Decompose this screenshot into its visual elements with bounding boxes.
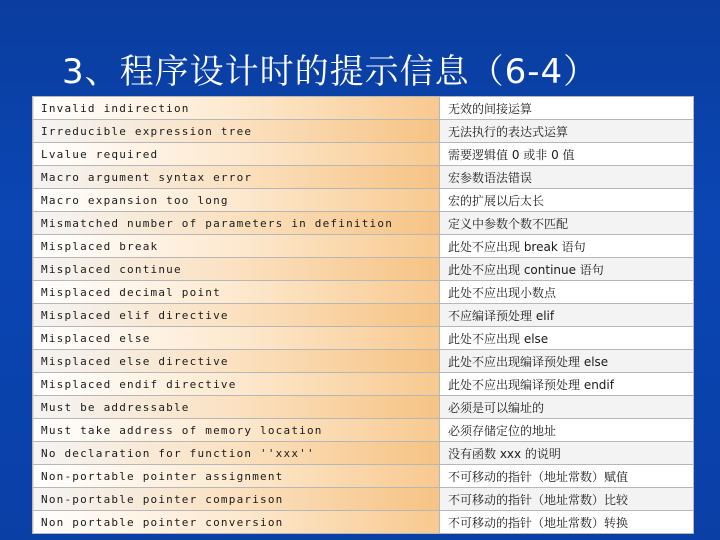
table-row xyxy=(33,281,694,304)
error-message-english: Misplaced decimal point xyxy=(33,281,440,304)
error-message-english: Non-portable pointer assignment xyxy=(33,465,440,488)
error-message-chinese: 此处不应出现编译预处理 else xyxy=(440,350,694,373)
table-row xyxy=(33,350,694,373)
error-message-english: Irreducible expression tree xyxy=(33,120,440,143)
error-message-chinese: 不可移动的指针（地址常数）比较 xyxy=(440,488,694,511)
slide-title: 3、程序设计时的提示信息（6-4） xyxy=(62,52,599,92)
error-message-chinese: 无效的间接运算 xyxy=(440,97,694,120)
error-message-english: Invalid indirection xyxy=(33,97,440,120)
table-row xyxy=(33,465,694,488)
table-row xyxy=(33,235,694,258)
error-message-english: Non-portable pointer comparison xyxy=(33,488,440,511)
error-message-chinese: 必须是可以编址的 xyxy=(440,396,694,419)
error-message-chinese: 此处不应出现编译预处理 endif xyxy=(440,373,694,396)
error-message-english: Non portable pointer conversion xyxy=(33,511,440,534)
table-row xyxy=(33,327,694,350)
error-message-english: Lvalue required xyxy=(33,143,440,166)
error-message-chinese: 不可移动的指针（地址常数）赋值 xyxy=(440,465,694,488)
table-row xyxy=(33,304,694,327)
error-message-english: Macro argument syntax error xyxy=(33,166,440,189)
table-row xyxy=(33,488,694,511)
error-message-chinese: 宏参数语法错误 xyxy=(440,166,694,189)
table-row xyxy=(33,511,694,534)
table-row xyxy=(33,212,694,235)
error-message-english: Must take address of memory location xyxy=(33,419,440,442)
error-message-table xyxy=(32,96,694,530)
error-message-chinese: 此处不应出现 break 语句 xyxy=(440,235,694,258)
error-message-english: Misplaced break xyxy=(33,235,440,258)
error-message-english: Misplaced else directive xyxy=(33,350,440,373)
error-message-chinese: 此处不应出现 continue 语句 xyxy=(440,258,694,281)
error-message-chinese: 此处不应出现 else xyxy=(440,327,694,350)
error-message-chinese: 不可移动的指针（地址常数）转换 xyxy=(440,511,694,534)
error-message-english: Macro expansion too long xyxy=(33,189,440,212)
table-row xyxy=(33,189,694,212)
table-row xyxy=(33,373,694,396)
error-message-english: Mismatched number of parameters in definition xyxy=(33,212,440,235)
error-message-chinese: 此处不应出现小数点 xyxy=(440,281,694,304)
error-message-chinese: 必须存储定位的地址 xyxy=(440,419,694,442)
error-message-chinese: 不应编译预处理 elif xyxy=(440,304,694,327)
error-message-english: No declaration for function ''xxx'' xyxy=(33,442,440,465)
error-message-english: Misplaced continue xyxy=(33,258,440,281)
table-body xyxy=(33,97,694,534)
table-row xyxy=(33,143,694,166)
error-message-english: Misplaced elif directive xyxy=(33,304,440,327)
error-message-chinese: 没有函数 xxx 的说明 xyxy=(440,442,694,465)
error-message-chinese: 宏的扩展以后太长 xyxy=(440,189,694,212)
error-message-english: Misplaced else xyxy=(33,327,440,350)
table-row xyxy=(33,396,694,419)
error-message-chinese: 定义中参数个数不匹配 xyxy=(440,212,694,235)
error-message-english: Must be addressable xyxy=(33,396,440,419)
table-row xyxy=(33,258,694,281)
error-message-english: Misplaced endif directive xyxy=(33,373,440,396)
table-row xyxy=(33,442,694,465)
table-row xyxy=(33,120,694,143)
error-message-chinese: 需要逻辑值 0 或非 0 值 xyxy=(440,143,694,166)
table-row xyxy=(33,419,694,442)
error-message-chinese: 无法执行的表达式运算 xyxy=(440,120,694,143)
table-row xyxy=(33,97,694,120)
table-row xyxy=(33,166,694,189)
